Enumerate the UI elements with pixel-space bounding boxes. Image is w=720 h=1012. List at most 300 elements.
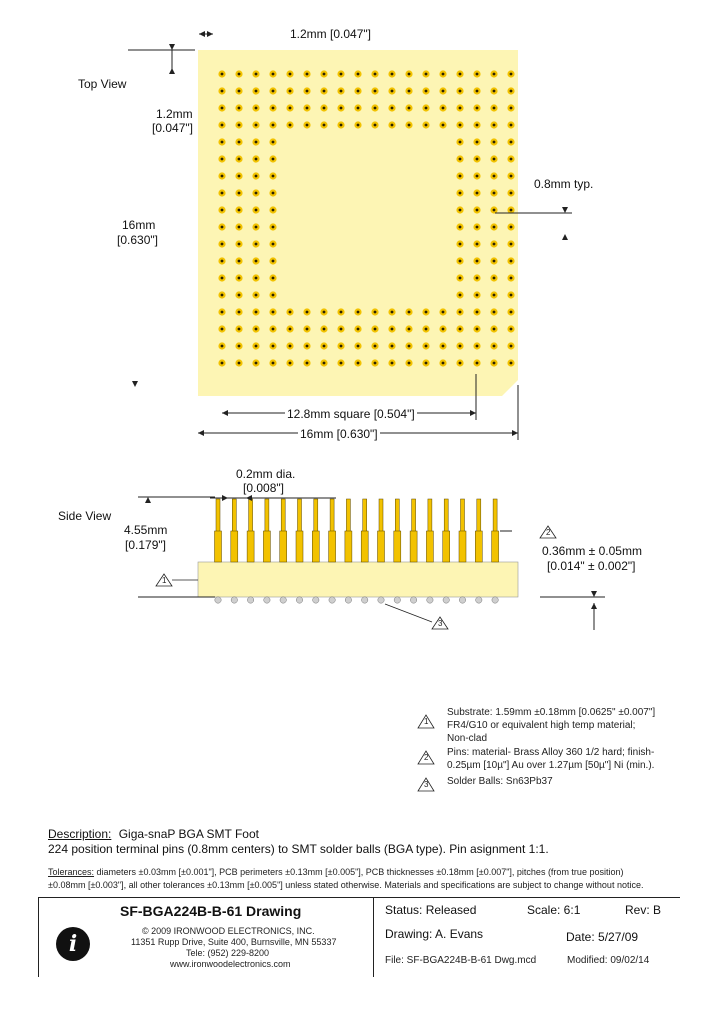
top-pin-center — [425, 73, 428, 76]
top-pin-center — [272, 328, 275, 331]
side-pin-upper — [461, 499, 465, 533]
top-pin-center — [357, 362, 360, 365]
top-pin-center — [272, 277, 275, 280]
top-pin-center — [289, 328, 292, 331]
top-pin-center — [221, 277, 224, 280]
top-pin-center — [510, 73, 513, 76]
side-pin-upper — [298, 499, 302, 533]
top-pin-center — [323, 328, 326, 331]
top-pin-center — [374, 90, 377, 93]
title-block-divider — [373, 897, 374, 977]
top-pin-center — [306, 345, 309, 348]
top-pin-center — [272, 73, 275, 76]
top-pin-center — [476, 209, 479, 212]
top-pin-center — [408, 328, 411, 331]
description-label: Description: — [48, 827, 112, 841]
top-pin-center — [255, 328, 258, 331]
top-pin-center — [476, 124, 479, 127]
top-pin-center — [374, 107, 377, 110]
top-pin-center — [408, 107, 411, 110]
top-pin-center — [323, 107, 326, 110]
top-pin-center — [510, 90, 513, 93]
top-pin-center — [374, 345, 377, 348]
solder-ball — [443, 597, 449, 603]
side-pin-upper — [363, 499, 367, 533]
top-pin-center — [510, 175, 513, 178]
top-pin-center — [493, 328, 496, 331]
top-pin-center — [459, 260, 462, 263]
top-pin-center — [255, 362, 258, 365]
top-pin-center — [238, 209, 241, 212]
top-pin-center — [357, 328, 360, 331]
top-pin-center — [255, 209, 258, 212]
top-pin-center — [323, 124, 326, 127]
top-pin-center — [493, 345, 496, 348]
note-2-line-1: Pins: material- Brass Alloy 360 1/2 hard; finish- — [447, 747, 655, 758]
top-pin-center — [442, 345, 445, 348]
top-pin-center — [476, 226, 479, 229]
top-pin-center — [493, 226, 496, 229]
top-pin-center — [459, 209, 462, 212]
top-pin-center — [238, 124, 241, 127]
top-pin-center — [272, 243, 275, 246]
tolerances-text-1: diameters ±0.03mm [±0.001"], PCB perimeters ±0.13mm [±0.005"], PCB thicknesses ±0.18mm [±0.007"], pitches (from true position) — [94, 867, 624, 877]
top-pin-center — [476, 260, 479, 263]
top-pin-center — [323, 90, 326, 93]
solder-ball — [247, 597, 253, 603]
top-pin-center — [238, 226, 241, 229]
top-pin-center — [459, 90, 462, 93]
top-pin-center — [476, 107, 479, 110]
side-pin-base — [215, 531, 222, 562]
top-pin-center — [425, 311, 428, 314]
drawn-by: Drawing: A. Evans — [385, 927, 484, 941]
top-pin-center — [510, 158, 513, 161]
top-pin-center — [493, 277, 496, 280]
side-pin-upper — [346, 499, 350, 533]
top-pin-center — [442, 90, 445, 93]
top-pin-center — [493, 311, 496, 314]
top-pin-center — [493, 141, 496, 144]
top-pin-center — [289, 73, 292, 76]
side-pin-upper — [379, 499, 383, 533]
top-pin-center — [272, 362, 275, 365]
top-pin-center — [459, 362, 462, 365]
top-pin-center — [476, 277, 479, 280]
note-3-num-side: 3 — [438, 619, 443, 628]
top-pin-center — [221, 345, 224, 348]
top-pin-center — [510, 328, 513, 331]
top-pin-center — [425, 328, 428, 331]
title-block-top-rule — [38, 897, 680, 898]
top-pin-center — [510, 277, 513, 280]
top-pin-center — [493, 90, 496, 93]
side-pin-base — [410, 531, 417, 562]
top-pin-center — [238, 90, 241, 93]
top-pin-center — [374, 362, 377, 365]
solder-ball — [459, 597, 465, 603]
status: Status: Released — [385, 903, 477, 917]
side-pin-base — [492, 531, 499, 562]
top-pin-center — [459, 158, 462, 161]
side-pin-base — [443, 531, 450, 562]
top-pin-center — [306, 311, 309, 314]
top-pin-center — [238, 311, 241, 314]
top-pin-center — [476, 362, 479, 365]
top-pin-center — [255, 107, 258, 110]
top-pin-center — [289, 90, 292, 93]
top-pin-center — [272, 294, 275, 297]
top-pin-center — [493, 362, 496, 365]
top-pin-center — [323, 345, 326, 348]
dim-height-in: [0.630"] — [117, 233, 158, 247]
solder-ball — [492, 597, 498, 603]
tolerances-line-1 — [48, 867, 623, 878]
top-pin-center — [510, 345, 513, 348]
top-pin-center — [459, 192, 462, 195]
top-pin-center — [391, 107, 394, 110]
top-pin-center — [459, 345, 462, 348]
side-pin-base — [475, 531, 482, 562]
solder-ball — [427, 597, 433, 603]
top-pin-center — [238, 141, 241, 144]
top-pin-center — [493, 260, 496, 263]
top-pin-center — [510, 294, 513, 297]
top-pin-center — [391, 345, 394, 348]
top-pin-center — [476, 90, 479, 93]
dim-substrate-mm: 0.36mm ± 0.05mm — [542, 544, 642, 558]
dim-pitch-typ: 0.8mm typ. — [534, 177, 594, 191]
top-pin-center — [510, 141, 513, 144]
top-pin-center — [391, 90, 394, 93]
top-pin-center — [255, 192, 258, 195]
top-pin-center — [493, 243, 496, 246]
top-pin-center — [357, 90, 360, 93]
drawing-title: SF-BGA224B-B-61 Drawing — [120, 903, 302, 919]
top-pin-center — [493, 175, 496, 178]
top-pin-center — [459, 294, 462, 297]
top-pin-center — [255, 311, 258, 314]
top-pin-center — [357, 311, 360, 314]
top-pin-center — [493, 107, 496, 110]
top-view-drawing — [0, 0, 720, 470]
top-pin-center — [510, 243, 513, 246]
side-pin-upper — [395, 499, 399, 533]
top-pin-center — [340, 362, 343, 365]
dim-top-pitch: 1.2mm [0.047"] — [290, 27, 371, 41]
side-view-substrate — [198, 562, 518, 597]
top-pin-center — [476, 192, 479, 195]
modified-date: Modified: 09/02/14 — [567, 955, 650, 966]
top-pin-center — [510, 192, 513, 195]
top-pin-center — [272, 124, 275, 127]
side-pin-upper — [412, 499, 416, 533]
top-pin-center — [272, 141, 275, 144]
top-pin-center — [340, 73, 343, 76]
top-pin-center — [493, 294, 496, 297]
top-pin-center — [289, 124, 292, 127]
dim-square: 12.8mm square [0.504"] — [287, 407, 415, 421]
side-pin-upper — [428, 499, 432, 533]
note-1-line-3: Non-clad — [447, 733, 488, 744]
top-pin-center — [476, 141, 479, 144]
top-pin-center — [323, 73, 326, 76]
top-pin-center — [442, 311, 445, 314]
top-pin-center — [238, 345, 241, 348]
solder-ball — [215, 597, 221, 603]
side-pin-base — [247, 531, 254, 562]
top-pin-center — [221, 175, 224, 178]
top-pin-center — [476, 73, 479, 76]
top-pin-center — [221, 192, 224, 195]
top-pin-center — [255, 260, 258, 263]
side-pin-upper — [477, 499, 481, 533]
top-pin-center — [306, 107, 309, 110]
solder-ball — [345, 597, 351, 603]
side-pin-upper — [314, 499, 318, 533]
top-pin-center — [255, 141, 258, 144]
top-pin-center — [510, 107, 513, 110]
top-pin-center — [221, 243, 224, 246]
top-pin-center — [493, 124, 496, 127]
top-pin-center — [221, 124, 224, 127]
top-pin-center — [238, 192, 241, 195]
top-pin-center — [306, 90, 309, 93]
side-pin-base — [394, 531, 401, 562]
top-pin-center — [459, 243, 462, 246]
top-pin-center — [221, 226, 224, 229]
description-text: 224 position terminal pins (0.8mm centers) to SMT solder balls (BGA type). Pin asignment 1:1. — [48, 842, 549, 856]
top-pin-center — [238, 277, 241, 280]
side-pin-base — [345, 531, 352, 562]
top-pin-center — [459, 328, 462, 331]
top-pin-center — [272, 175, 275, 178]
solder-ball — [296, 597, 302, 603]
drawing-date: Date: 5/27/09 — [566, 930, 639, 944]
top-pin-center — [425, 124, 428, 127]
solder-ball — [410, 597, 416, 603]
side-view-label: Side View — [58, 509, 112, 523]
top-pin-center — [391, 73, 394, 76]
company-address: 11351 Rupp Drive, Suite 400, Burnsville, MN 55337 — [131, 937, 337, 947]
tolerances-label: Tolerances: — [48, 867, 95, 877]
top-pin-center — [374, 73, 377, 76]
side-pin-upper — [265, 499, 269, 533]
top-pin-center — [221, 73, 224, 76]
top-pin-center — [255, 345, 258, 348]
dim-side-height-in: [0.179"] — [125, 538, 166, 552]
top-pin-center — [255, 158, 258, 161]
top-pin-center — [306, 328, 309, 331]
top-view-label: Top View — [78, 77, 127, 91]
top-pin-center — [221, 328, 224, 331]
side-pin-base — [361, 531, 368, 562]
top-pin-center — [340, 328, 343, 331]
side-pin-base — [378, 531, 385, 562]
top-pin-center — [238, 362, 241, 365]
top-pin-center — [442, 328, 445, 331]
top-pin-center — [221, 141, 224, 144]
top-pin-center — [391, 328, 394, 331]
top-pin-center — [255, 175, 258, 178]
solder-ball — [394, 597, 400, 603]
scale: Scale: 6:1 — [527, 903, 581, 917]
top-pin-center — [221, 260, 224, 263]
top-pin-center — [272, 311, 275, 314]
top-pin-center — [357, 73, 360, 76]
top-pin-center — [493, 209, 496, 212]
top-pin-center — [238, 294, 241, 297]
dim-substrate-in: [0.014" ± 0.002"] — [547, 559, 636, 573]
top-pin-center — [408, 311, 411, 314]
description-heading — [48, 828, 259, 841]
top-pin-center — [408, 345, 411, 348]
top-pin-center — [255, 226, 258, 229]
top-pin-center — [340, 345, 343, 348]
top-pin-center — [425, 362, 428, 365]
top-pin-center — [476, 294, 479, 297]
top-pin-center — [510, 226, 513, 229]
top-pin-center — [272, 345, 275, 348]
top-pin-center — [374, 311, 377, 314]
top-pin-center — [289, 107, 292, 110]
side-pin-upper — [444, 499, 448, 533]
top-pin-center — [374, 328, 377, 331]
top-pin-center — [238, 73, 241, 76]
solder-ball — [362, 597, 368, 603]
top-pin-center — [272, 90, 275, 93]
note-2-num-side: 2 — [546, 528, 551, 537]
top-pin-center — [238, 260, 241, 263]
top-pin-center — [510, 209, 513, 212]
side-pin-base — [296, 531, 303, 562]
top-pin-center — [340, 311, 343, 314]
side-pin-base — [280, 531, 287, 562]
top-pin-center — [357, 107, 360, 110]
side-pin-base — [329, 531, 336, 562]
top-pin-center — [221, 90, 224, 93]
note-3-line-1: Solder Balls: Sn63Pb37 — [447, 776, 553, 787]
top-pin-center — [255, 243, 258, 246]
top-pin-center — [459, 311, 462, 314]
top-pin-center — [374, 124, 377, 127]
top-pin-center — [459, 175, 462, 178]
note-1-num-side: 1 — [162, 576, 167, 585]
solder-ball — [313, 597, 319, 603]
side-pin-upper — [330, 499, 334, 533]
top-pin-center — [255, 124, 258, 127]
copyright: © 2009 IRONWOOD ELECTRONICS, INC. — [142, 926, 315, 936]
dim-height-mm: 16mm — [122, 218, 156, 232]
side-pin-upper — [281, 499, 285, 533]
side-pin-base — [231, 531, 238, 562]
top-pin-center — [493, 192, 496, 195]
dim-left-edge-mm: 1.2mm — [156, 107, 193, 121]
top-pin-center — [306, 124, 309, 127]
top-pin-center — [476, 158, 479, 161]
top-pin-center — [357, 124, 360, 127]
top-pin-center — [340, 90, 343, 93]
top-pin-center — [323, 311, 326, 314]
dim-pin-dia-in: [0.008"] — [243, 481, 284, 495]
side-pin-upper — [493, 499, 497, 533]
note-2-line-2: 0.25µm [10µ"] Au over 1.27µm [50µ"] Ni (min.). — [447, 760, 655, 771]
top-pin-center — [340, 107, 343, 110]
top-pin-center — [459, 107, 462, 110]
top-pin-center — [442, 73, 445, 76]
top-pin-center — [510, 311, 513, 314]
top-pin-center — [255, 277, 258, 280]
top-pin-center — [425, 345, 428, 348]
top-pin-center — [238, 107, 241, 110]
top-pin-center — [442, 124, 445, 127]
top-pin-center — [459, 277, 462, 280]
top-pin-center — [221, 362, 224, 365]
top-pin-center — [221, 107, 224, 110]
top-pin-center — [391, 311, 394, 314]
top-pin-center — [238, 243, 241, 246]
top-pin-center — [255, 90, 258, 93]
top-pin-center — [459, 73, 462, 76]
solder-ball — [329, 597, 335, 603]
side-pin-base — [263, 531, 270, 562]
note-3-num: 3 — [424, 780, 429, 789]
dim-pin-dia-mm: 0.2mm dia. — [236, 467, 296, 481]
top-pin-center — [493, 158, 496, 161]
side-pin-base — [459, 531, 466, 562]
solder-ball — [378, 597, 384, 603]
side-pin-base — [426, 531, 433, 562]
dim-side-height-mm: 4.55mm — [124, 523, 168, 537]
top-pin-center — [238, 328, 241, 331]
top-pin-center — [272, 209, 275, 212]
top-pin-center — [289, 362, 292, 365]
top-pin-center — [476, 328, 479, 331]
top-pin-center — [289, 311, 292, 314]
top-pin-center — [255, 294, 258, 297]
top-pin-center — [272, 192, 275, 195]
top-pin-center — [272, 260, 275, 263]
top-pin-center — [459, 141, 462, 144]
top-pin-center — [459, 124, 462, 127]
top-pin-center — [459, 226, 462, 229]
side-pin-base — [312, 531, 319, 562]
top-pin-center — [306, 362, 309, 365]
top-pin-center — [510, 362, 513, 365]
top-pin-center — [476, 243, 479, 246]
top-pin-center — [493, 73, 496, 76]
top-pin-center — [476, 345, 479, 348]
company-website: www.ironwoodelectronics.com — [170, 959, 291, 969]
top-pin-center — [221, 294, 224, 297]
top-pin-center — [425, 107, 428, 110]
top-pin-center — [289, 345, 292, 348]
top-pin-center — [221, 158, 224, 161]
top-pin-center — [391, 124, 394, 127]
logo-glyph: i — [68, 931, 78, 957]
note-1-num: 1 — [424, 717, 429, 726]
solder-ball — [476, 597, 482, 603]
top-pin-center — [238, 175, 241, 178]
top-pin-center — [476, 175, 479, 178]
solder-ball — [231, 597, 237, 603]
title-block-left-rule — [38, 897, 39, 977]
top-pin-center — [442, 107, 445, 110]
revision: Rev: B — [625, 903, 662, 917]
top-pin-center — [272, 158, 275, 161]
company-phone: Tele: (952) 229-8200 — [186, 948, 270, 958]
file-name: File: SF-BGA224B-B-61 Dwg.mcd — [385, 955, 537, 966]
